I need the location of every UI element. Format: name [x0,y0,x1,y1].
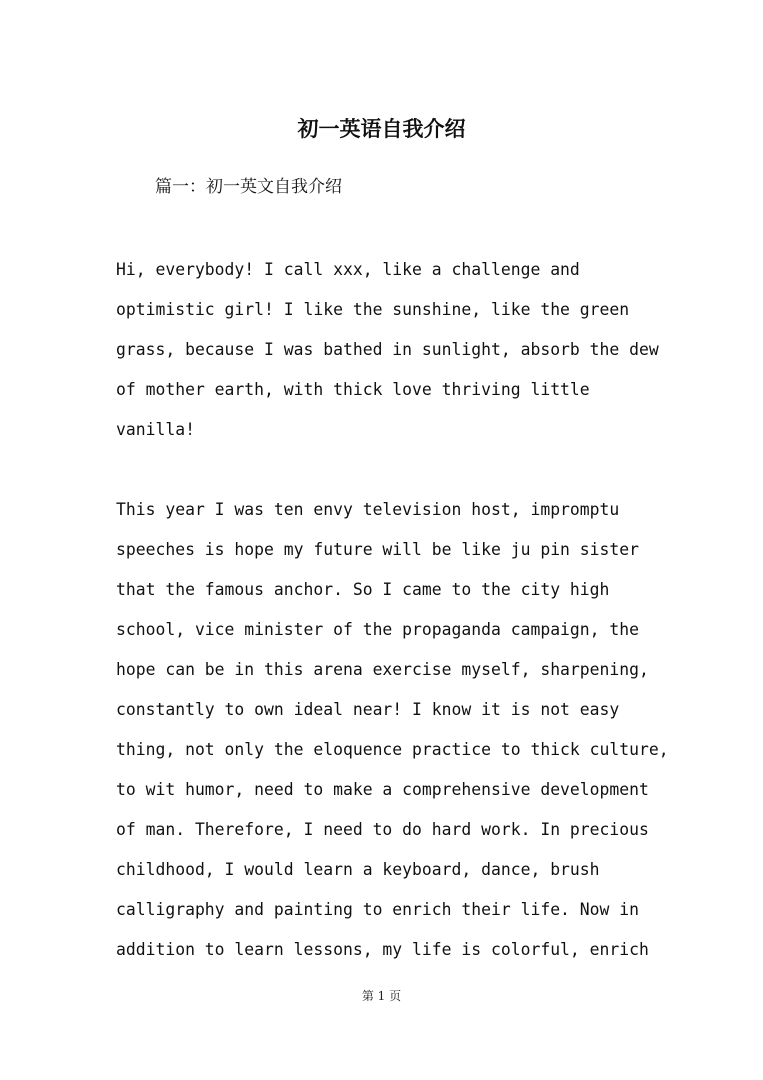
paragraph-line: that the famous anchor. So I came to the city high [116,580,610,599]
paragraph-line: vanilla! [116,420,195,439]
paragraph-line: calligraphy and painting to enrich their life. Now in [116,900,640,919]
paragraph-line: of mother earth, with thick love thriving little [116,380,590,399]
paragraph-line: grass, because I was bathed in sunlight, absorb the dew [116,340,659,359]
paragraph-line: constantly to own ideal near! I know it is not easy [116,700,620,719]
paragraph-line: Hi, everybody! I call xxx, like a challenge and [116,260,580,279]
paragraph-line: childhood, I would learn a keyboard, dance, brush [116,860,600,879]
paragraph-line: to wit humor, need to make a comprehensive development [116,780,649,799]
section-heading: 篇一：初一英文自我介绍 [155,177,342,197]
paragraph-line: This year I was ten envy television host, impromptu [116,500,620,519]
paragraph-line: addition to learn lessons, my life is colorful, enrich [116,940,649,959]
page-number-footer: 第 1 页 [361,989,402,1003]
paragraph-line: school, vice minister of the propaganda campaign, the [116,620,640,639]
document-title: 初一英语自我介绍 [297,117,466,141]
paragraph-line: speeches is hope my future will be like ju pin sister [116,540,640,559]
paragraph-line: thing, not only the eloquence practice to thick culture, [116,740,669,759]
paragraph-line: hope can be in this arena exercise myself, sharpening, [116,660,649,679]
paragraph-line: optimistic girl! I like the sunshine, like the green [116,300,630,319]
paragraph-line: of man. Therefore, I need to do hard work. In precious [116,820,649,839]
